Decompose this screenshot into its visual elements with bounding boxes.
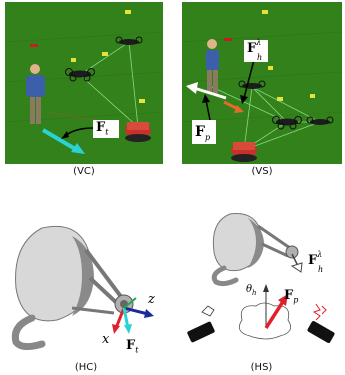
panel-hs-image <box>180 208 343 366</box>
ground-robot <box>231 142 257 162</box>
force-label-fp: $F_p$ <box>284 288 299 305</box>
left-hand-icon <box>187 306 216 343</box>
caption-hs: (HS) <box>250 362 273 373</box>
white-force-arrow <box>292 254 302 272</box>
force-label-ft: $F_t$ <box>126 338 139 355</box>
force-label-fh-lambda: $F^\lambda$ h <box>308 250 324 274</box>
ground-robot <box>125 122 151 142</box>
caption-hc: (HC) <box>74 362 98 373</box>
theta-label: $\theta_h$ <box>246 284 257 297</box>
panel-hc-image <box>2 208 170 366</box>
caption-vc: (VC) <box>73 166 95 177</box>
axis-z-arrow <box>124 308 154 318</box>
axis-label-x: x <box>102 332 110 347</box>
force-label-fh-lambda: $F^\lambda$ h <box>247 38 263 62</box>
right-hand-icon <box>307 304 336 344</box>
vehicle-outline <box>239 303 290 339</box>
panel-vc-image <box>5 2 163 164</box>
force-label-ft: $F_t$ <box>96 120 109 137</box>
axis-label-z: z <box>148 292 155 307</box>
force-label-fp: $F_p$ <box>195 124 211 142</box>
caption-vs: (VS) <box>251 166 273 177</box>
panel-vs-image <box>182 2 342 164</box>
haptic-device <box>213 214 298 284</box>
